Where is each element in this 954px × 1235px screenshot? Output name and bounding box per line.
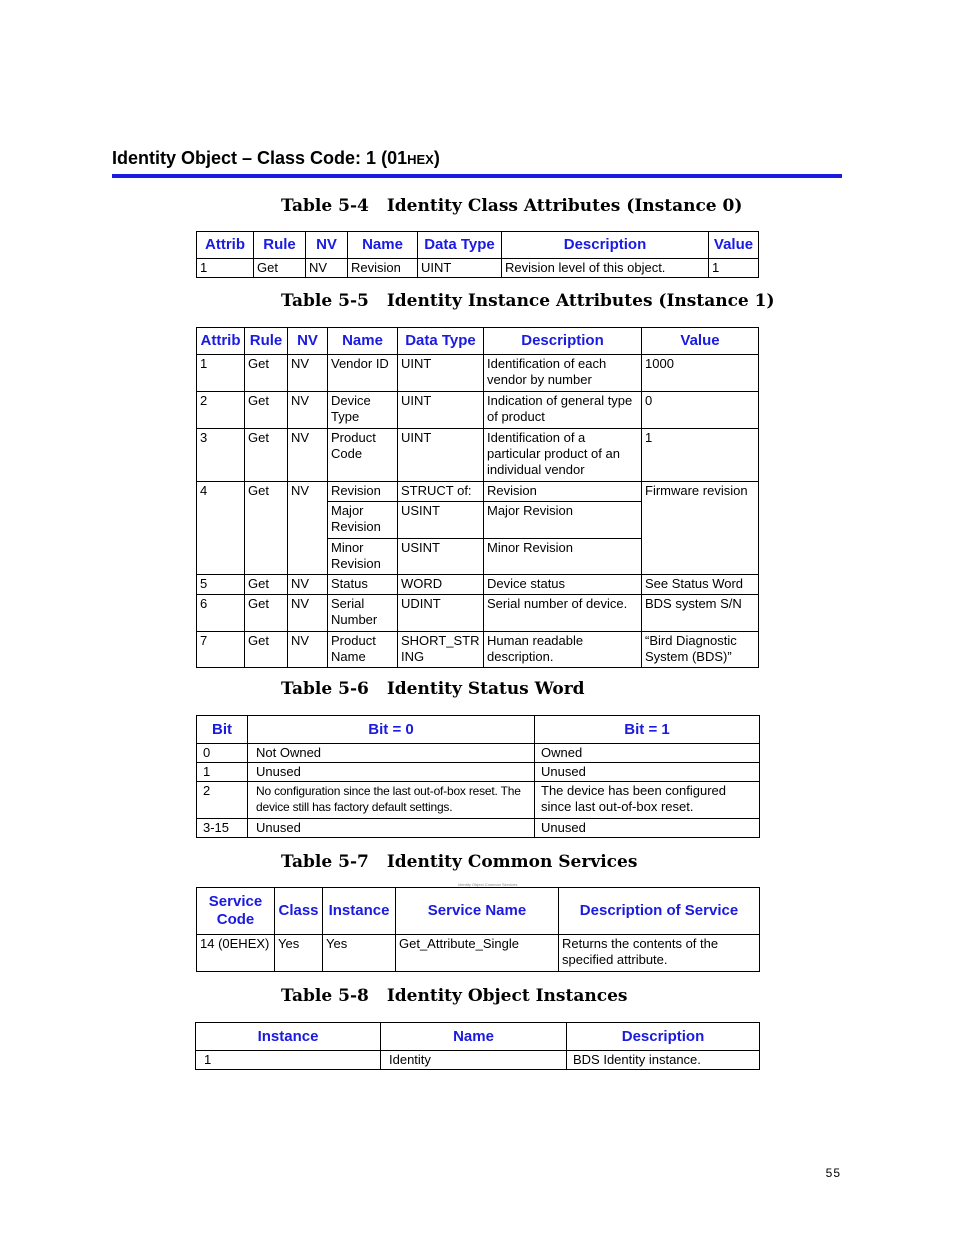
table-cell: 4 bbox=[197, 482, 245, 575]
table-cell: Firmware revision bbox=[642, 482, 759, 575]
table-cell: Revision bbox=[328, 482, 398, 502]
col-header: Description of Service bbox=[559, 888, 760, 935]
table-cell: 14 (0EHEX) bbox=[197, 935, 275, 972]
table-cell: UINT bbox=[398, 355, 484, 392]
col-header: Rule bbox=[254, 232, 306, 259]
table-cell: Major Revision bbox=[328, 502, 398, 539]
table-5-6-title: Identity Status Word bbox=[386, 679, 585, 699]
col-header: Name bbox=[328, 328, 398, 355]
table-5-8-title: Identity Object Instances bbox=[386, 986, 628, 1006]
table-cell: “Bird Diagnostic System (BDS)” bbox=[642, 632, 759, 668]
table-cell: No configuration since the last out-of-box reset. The device still has factory default settings. bbox=[248, 782, 535, 819]
col-header: Name bbox=[381, 1023, 567, 1051]
col-header: Name bbox=[348, 232, 418, 259]
table-cell: UINT bbox=[398, 429, 484, 482]
col-header: Bit = 0 bbox=[248, 716, 535, 744]
table-row bbox=[197, 392, 759, 429]
section-divider bbox=[112, 174, 842, 178]
table-cell: Device Type bbox=[328, 392, 398, 429]
col-header: Service Code bbox=[197, 888, 275, 935]
table-cell: Yes bbox=[323, 935, 396, 972]
table-header-row bbox=[197, 232, 759, 259]
col-header: Bit bbox=[197, 716, 248, 744]
table-row bbox=[197, 819, 760, 838]
table-cell: Returns the contents of the specified attribute. bbox=[559, 935, 760, 972]
table-cell: Status bbox=[328, 575, 398, 595]
table-5-6-caption bbox=[281, 679, 585, 699]
table-5-8 bbox=[195, 1022, 760, 1070]
table-cell: Not Owned bbox=[248, 744, 535, 763]
table-cell: Get bbox=[245, 632, 288, 668]
table-cell: Revision bbox=[348, 259, 418, 278]
table-row bbox=[197, 782, 760, 819]
section-heading-close: ) bbox=[433, 148, 440, 168]
table-header-row bbox=[197, 888, 760, 935]
table-row bbox=[196, 1051, 760, 1070]
table-cell: 3 bbox=[197, 429, 245, 482]
table-cell: Get bbox=[254, 259, 306, 278]
table-cell: UINT bbox=[418, 259, 502, 278]
table-row bbox=[197, 935, 760, 972]
table-5-7-caption bbox=[281, 852, 637, 872]
table-cell: 2 bbox=[197, 782, 248, 819]
table-cell: Yes bbox=[275, 935, 323, 972]
table-header-row bbox=[197, 328, 759, 355]
table-5-4-caption bbox=[281, 196, 742, 216]
table-cell: Get bbox=[245, 482, 288, 575]
col-header: Description bbox=[567, 1023, 760, 1051]
table-row bbox=[197, 429, 759, 482]
table-cell: 1000 bbox=[642, 355, 759, 392]
col-header: Data Type bbox=[398, 328, 484, 355]
table-cell: Human readable description. bbox=[484, 632, 642, 668]
section-heading-main: Identity Object – Class Code: 1 (01 bbox=[112, 148, 408, 168]
table-cell: 5 bbox=[197, 575, 245, 595]
table-cell: 0 bbox=[642, 392, 759, 429]
table-cell: 3-15 bbox=[197, 819, 248, 838]
table-cell: NV bbox=[288, 632, 328, 668]
table-cell: Minor Revision bbox=[328, 539, 398, 575]
table-header-row bbox=[196, 1023, 760, 1051]
table-cell: BDS system S/N bbox=[642, 595, 759, 632]
table-5-8-number: Table 5-8 bbox=[281, 986, 369, 1006]
table-cell: 1 bbox=[709, 259, 759, 278]
table-cell: SHORT_STRING bbox=[398, 632, 484, 668]
table-cell: Indication of general type of product bbox=[484, 392, 642, 429]
table-5-4 bbox=[196, 231, 759, 278]
table-header-row bbox=[197, 716, 760, 744]
table-5-4-number: Table 5-4 bbox=[281, 196, 369, 216]
table-cell: Product Name bbox=[328, 632, 398, 668]
col-header: Service Name bbox=[396, 888, 559, 935]
col-header: Attrib bbox=[197, 328, 245, 355]
table-5-5-caption bbox=[281, 291, 775, 311]
table-cell: Minor Revision bbox=[484, 539, 642, 575]
table-5-7 bbox=[196, 887, 760, 972]
col-header: Class bbox=[275, 888, 323, 935]
table-cell: NV bbox=[288, 392, 328, 429]
table-cell: UDINT bbox=[398, 595, 484, 632]
table-cell: 0 bbox=[197, 744, 248, 763]
table-cell: BDS Identity instance. bbox=[567, 1051, 760, 1070]
col-header: Attrib bbox=[197, 232, 254, 259]
col-header: Description bbox=[484, 328, 642, 355]
col-header: Value bbox=[709, 232, 759, 259]
table-cell: The device has been configured since last out-of-box reset. bbox=[535, 782, 760, 819]
table-cell: Serial Number bbox=[328, 595, 398, 632]
table-cell: Revision bbox=[484, 482, 642, 502]
table-5-5-title: Identity Instance Attributes (Instance 1) bbox=[386, 291, 775, 311]
table-cell: Owned bbox=[535, 744, 760, 763]
table-cell: Identity bbox=[381, 1051, 567, 1070]
table-cell: Get bbox=[245, 392, 288, 429]
table-cell: NV bbox=[306, 259, 348, 278]
table-5-8-caption bbox=[281, 986, 627, 1006]
table-cell: Identification of each vendor by number bbox=[484, 355, 642, 392]
col-header: Value bbox=[642, 328, 759, 355]
section-heading-sub: HEX bbox=[407, 152, 434, 167]
table-cell: 1 bbox=[197, 355, 245, 392]
table-cell: Vendor ID bbox=[328, 355, 398, 392]
table-cell: 1 bbox=[642, 429, 759, 482]
table-cell: NV bbox=[288, 575, 328, 595]
table-cell: Revision level of this object. bbox=[502, 259, 709, 278]
table-cell: 1 bbox=[197, 763, 248, 782]
table-5-6-number: Table 5-6 bbox=[281, 679, 369, 699]
table-5-7-title: Identity Common Services bbox=[386, 852, 638, 872]
table-5-5 bbox=[196, 327, 759, 668]
table-cell: Get bbox=[245, 575, 288, 595]
table-cell: NV bbox=[288, 355, 328, 392]
table-cell: Identification of a particular product of an individual vendor bbox=[484, 429, 642, 482]
table-row bbox=[197, 355, 759, 392]
table-row bbox=[197, 595, 759, 632]
col-header: NV bbox=[288, 328, 328, 355]
table-cell: 1 bbox=[196, 1051, 381, 1070]
table-cell: Product Code bbox=[328, 429, 398, 482]
table-cell: Get_Attribute_Single bbox=[396, 935, 559, 972]
table-cell: 1 bbox=[197, 259, 254, 278]
table-cell: Major Revision bbox=[484, 502, 642, 539]
table-cell: NV bbox=[288, 429, 328, 482]
table-cell: Unused bbox=[248, 819, 535, 838]
table-cell: USINT bbox=[398, 502, 484, 539]
col-header: Instance bbox=[323, 888, 396, 935]
col-header: NV bbox=[306, 232, 348, 259]
table-5-5-number: Table 5-5 bbox=[281, 291, 369, 311]
col-header: Rule bbox=[245, 328, 288, 355]
table-cell: Get bbox=[245, 595, 288, 632]
table-row bbox=[197, 632, 759, 668]
table-row bbox=[197, 482, 759, 502]
table-cell: NV bbox=[288, 595, 328, 632]
table-cell: See Status Word bbox=[642, 575, 759, 595]
page-number: 55 bbox=[825, 1166, 841, 1180]
table-cell: Get bbox=[245, 429, 288, 482]
table-cell: Unused bbox=[535, 819, 760, 838]
table-row bbox=[197, 763, 760, 782]
table-cell: USINT bbox=[398, 539, 484, 575]
table-cell: NV bbox=[288, 482, 328, 575]
table-5-7-number: Table 5-7 bbox=[281, 852, 369, 872]
table-cell: 2 bbox=[197, 392, 245, 429]
table-cell: Unused bbox=[535, 763, 760, 782]
col-header: Description bbox=[502, 232, 709, 259]
table-cell: WORD bbox=[398, 575, 484, 595]
table-cell: 6 bbox=[197, 595, 245, 632]
table-row bbox=[197, 575, 759, 595]
table-cell: 7 bbox=[197, 632, 245, 668]
section-heading bbox=[112, 148, 440, 169]
table-row bbox=[197, 259, 759, 278]
table-cell: Serial number of device. bbox=[484, 595, 642, 632]
col-header: Data Type bbox=[418, 232, 502, 259]
table-cell: Get bbox=[245, 355, 288, 392]
col-header: Instance bbox=[196, 1023, 381, 1051]
table-cell: Device status bbox=[484, 575, 642, 595]
table-5-6 bbox=[196, 715, 760, 838]
table-row bbox=[197, 744, 760, 763]
col-header: Bit = 1 bbox=[535, 716, 760, 744]
table-cell: Unused bbox=[248, 763, 535, 782]
tiny-label: Identity Object Common Services bbox=[458, 882, 518, 887]
table-cell: STRUCT of: bbox=[398, 482, 484, 502]
table-5-4-title: Identity Class Attributes (Instance 0) bbox=[386, 196, 743, 216]
table-cell: UINT bbox=[398, 392, 484, 429]
